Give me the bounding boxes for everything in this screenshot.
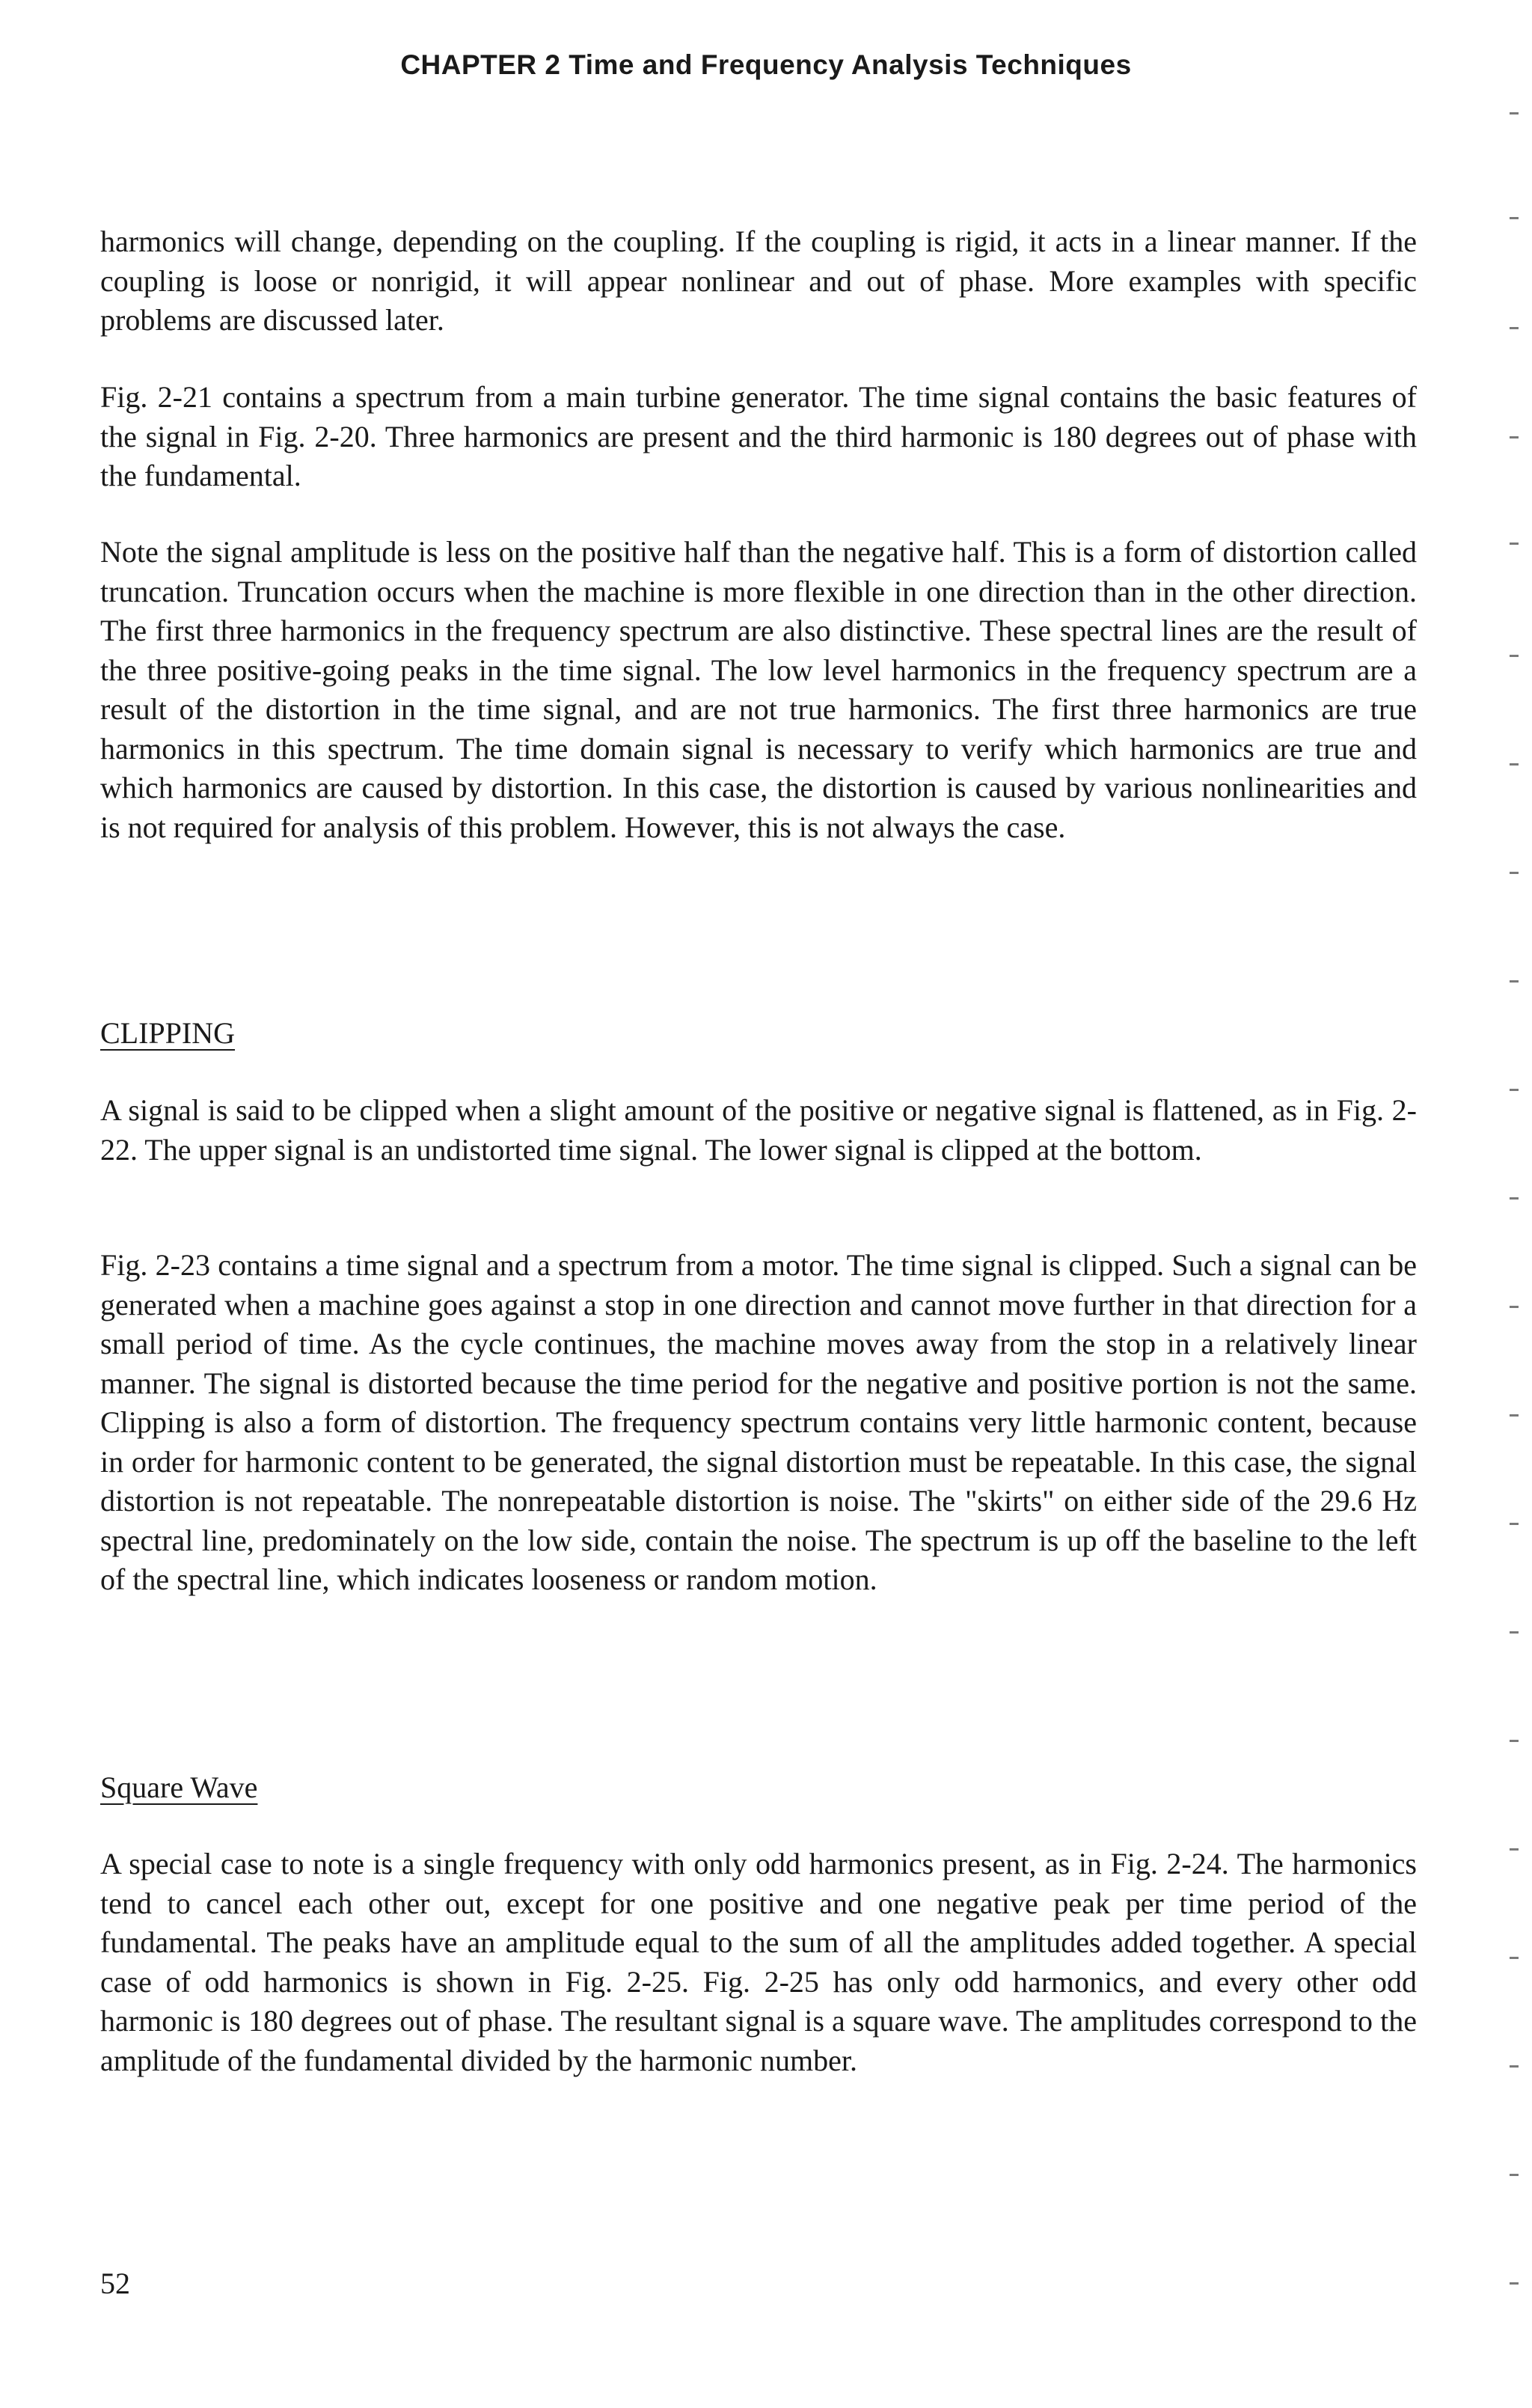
margin-tick <box>1510 112 1519 114</box>
paragraph-text: Fig. 2-23 contains a time signal and a spectrum from a motor. The time signal is clipped. Such a signal can be generated when a machine goes against a stop in one direction and cannot move further in that direction for a small period of time. As the cycle continues, the machine moves away from the stop in a relatively linear manner. The signal is distorted because the time period for the negative and positive portion is not the same. Clipping is also a form of distortion. The frequency spectrum contains very little harmonic content, because in order for harmonic content to be generated, the signal distortion must be repeatable. In this case, the signal distortion is not repeatable. The nonrepeatable distortion is noise. The "skirts" on either side of the 29.6 Hz spectral line, predominately on the low side, contain the noise. The spectrum is up off the baseline to the left of the spectral line, which indicates looseness or random motion. <box>100 1248 1417 1596</box>
margin-tick <box>1510 655 1519 657</box>
paragraph-fig-2-23 <box>100 1246 1417 1600</box>
paragraph-square-wave <box>100 1845 1417 2080</box>
margin-tick <box>1510 2174 1519 2176</box>
paragraph-text: harmonics will change, depending on the coupling. If the coupling is rigid, it acts in a linear manner. If the coupling is loose or nonrigid, it will appear nonlinear and out of phase. More examples with specific problems are discussed later. <box>100 224 1417 337</box>
margin-tick <box>1510 1089 1519 1091</box>
scan-margin-ticks <box>1502 0 1532 2408</box>
margin-tick <box>1510 763 1519 766</box>
margin-tick <box>1510 217 1519 219</box>
margin-tick <box>1510 872 1519 874</box>
paragraph-text: Note the signal amplitude is less on the positive half than the negative half. This is a form of distortion called truncation. Truncation occurs when the machine is more flexible in one direction than in the other direction. The first three harmonics in the frequency spectrum are also distinctive. These spectral lines are the result of the three positive-going peaks in the time signal. The low level harmonics in the frequency spectrum are a result of the distortion in the time signal, and are not true harmonics. The first three harmonics are true harmonics in this spectrum. The time domain signal is necessary to verify which harmonics are true and which harmonics are caused by distortion. In this case, the distortion is caused by various nonlinearities and is not required for analysis of this problem. However, this is not always the case. <box>100 535 1417 844</box>
paragraph-text: Fig. 2-21 contains a spectrum from a main turbine generator. The time signal contains the basic features of the signal in Fig. 2-20. Three harmonics are present and the third harmonic is 180 degrees out of phase with the fundamental. <box>100 380 1417 492</box>
margin-tick <box>1510 1957 1519 1959</box>
section-heading-clipping: CLIPPING <box>100 1016 236 1050</box>
margin-tick <box>1510 2282 1519 2285</box>
paragraph-text: A special case to note is a single frequency with only odd harmonics present, as in Fig. 2-24. The harmonics tend to cancel each other out, except for one positive and one negative peak per time period of the fundamental. The peaks have an amplitude equal to the sum of all the amplitudes added together. A special case of odd harmonics is shown in Fig. 2-25. Fig. 2-25 has only odd harmonics, and every other odd harmonic is 180 degrees out of phase. The resultant signal is a square wave. The amplitudes correspond to the amplitude of the fundamental divided by the harmonic number. <box>100 1847 1417 2077</box>
margin-tick <box>1510 2065 1519 2068</box>
paragraph-truncation <box>100 533 1417 847</box>
margin-tick <box>1510 1197 1519 1200</box>
paragraph-coupling <box>100 222 1417 340</box>
page-number: 52 <box>100 2267 130 2300</box>
section-heading-square-wave: Square Wave <box>100 1770 258 1804</box>
margin-tick <box>1510 1740 1519 1742</box>
margin-tick <box>1510 327 1519 329</box>
paragraph-clipping-definition <box>100 1091 1417 1170</box>
margin-tick <box>1510 1631 1519 1634</box>
paragraph-fig-2-21 <box>100 378 1417 496</box>
margin-tick <box>1510 980 1519 983</box>
margin-tick <box>1510 543 1519 545</box>
running-header: CHAPTER 2 Time and Frequency Analysis Techniques <box>400 49 1132 80</box>
margin-tick <box>1510 436 1519 438</box>
margin-tick <box>1510 1414 1519 1417</box>
margin-tick <box>1510 1848 1519 1851</box>
paragraph-text: A signal is said to be clipped when a slight amount of the positive or negative signal is flattened, as in Fig. 2-22. The upper signal is an undistorted time signal. The lower signal is clipped at the bottom. <box>100 1093 1417 1167</box>
margin-tick <box>1510 1306 1519 1308</box>
margin-tick <box>1510 1523 1519 1525</box>
